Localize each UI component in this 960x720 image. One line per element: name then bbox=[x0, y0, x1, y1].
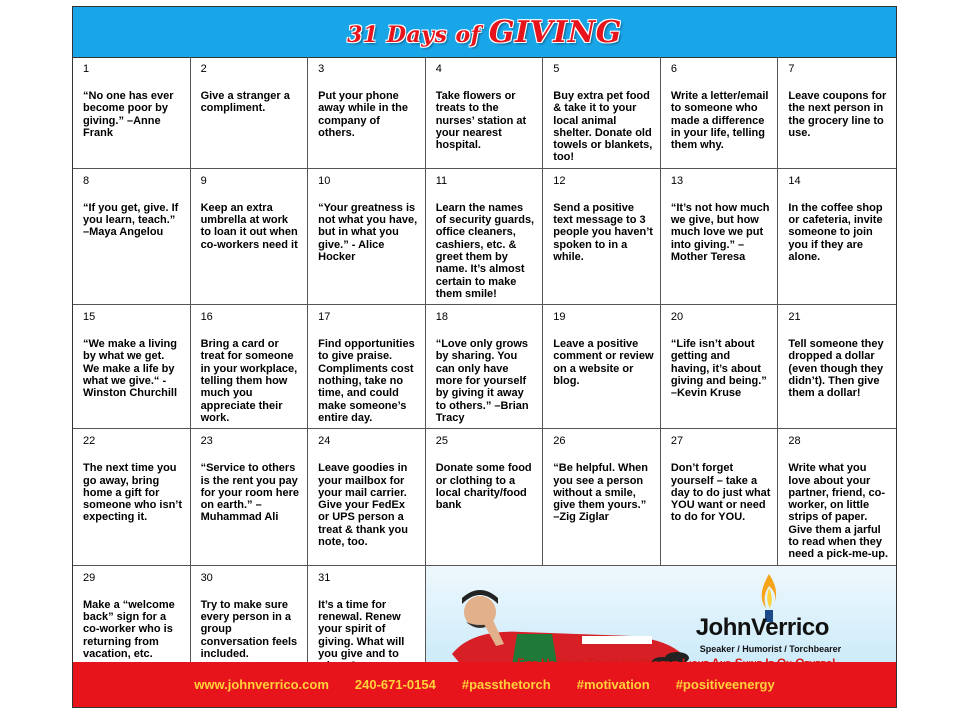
day-cell-19 bbox=[543, 305, 661, 429]
day-cell-5 bbox=[543, 57, 661, 169]
hashtag-positiveenergy: #positiveenergy bbox=[675, 677, 775, 692]
day-suggestion: The next time you go away, bring home a gift for someone who isn’t expecting it. bbox=[83, 462, 183, 524]
day-number: 7 bbox=[788, 63, 795, 75]
day-suggestion: Write a letter/email to someone who made a difference in your life, telling them why. bbox=[670, 90, 769, 152]
day-cell-12 bbox=[543, 169, 661, 305]
day-suggestion: Don’t forget yourself – take a day to do just what YOU want or need to do for YOU. bbox=[670, 462, 771, 524]
day-cell-29 bbox=[73, 566, 191, 678]
day-cell-28 bbox=[778, 429, 896, 565]
day-suggestion: Write what you love about your partner, friend, co-worker, on little strips of paper. Give them a jarful to read when they need a pick-me-up. bbox=[788, 462, 889, 561]
day-cell-1 bbox=[73, 57, 191, 169]
day-cell-24 bbox=[308, 429, 426, 565]
day-number: 6 bbox=[670, 63, 677, 75]
day-number: 11 bbox=[435, 174, 448, 187]
day-cell-22 bbox=[73, 429, 191, 565]
calendar-banner bbox=[73, 7, 896, 58]
day-number: 17 bbox=[318, 311, 331, 324]
day-cell-27 bbox=[661, 429, 779, 565]
day-suggestion: In the coffee shop or cafeteria, invite someone to join you if they are alone. bbox=[788, 201, 883, 263]
day-cell-7 bbox=[778, 57, 896, 169]
day-cell-18 bbox=[426, 305, 544, 429]
day-cell-9 bbox=[191, 169, 309, 305]
day-number: 10 bbox=[318, 174, 331, 187]
day-number: 24 bbox=[318, 435, 331, 448]
day-cell-25 bbox=[426, 429, 544, 565]
day-number: 28 bbox=[788, 435, 801, 448]
day-suggestion: Leave coupons for the next person in the grocery line to use. bbox=[788, 90, 887, 139]
day-number: 14 bbox=[788, 174, 801, 187]
day-suggestion: Put your phone away while in the company of others. bbox=[318, 90, 408, 139]
day-cell-13 bbox=[661, 169, 779, 305]
day-number: 15 bbox=[83, 311, 96, 324]
day-suggestion: Keep an extra umbrella at work to loan it out when co-workers need it bbox=[200, 201, 298, 251]
day-number: 30 bbox=[200, 571, 213, 584]
day-cell-6 bbox=[661, 57, 779, 169]
day-number: 22 bbox=[83, 435, 96, 448]
day-number: 13 bbox=[670, 174, 684, 187]
day-suggestion: Make a “welcome back” sign for a co-worker who is returning from vacation, etc. bbox=[83, 598, 175, 660]
day-suggestion: “It’s not how much we give, but how much love we put into giving.” – Mother Teresa bbox=[670, 201, 770, 263]
day-suggestion: Find opportunities to give praise. Compliments cost nothing, take no time, and could make someone’s entire day. bbox=[318, 338, 415, 424]
day-cell-23 bbox=[191, 429, 309, 565]
logo-tagline: Speaker / Humorist / Torchbearer bbox=[699, 643, 842, 654]
day-number: 19 bbox=[553, 311, 566, 324]
day-suggestion: “No one has ever become poor by giving.” –Anne Frank bbox=[83, 90, 174, 139]
day-suggestion: It’s a time for renewal. Renew your spirit of giving. What will you give and to bbox=[318, 598, 405, 660]
day-cell-2 bbox=[191, 57, 309, 169]
title-giving: GIVING bbox=[488, 14, 622, 50]
calendar-grid bbox=[73, 57, 896, 662]
day-number: 26 bbox=[553, 435, 566, 448]
day-suggestion: “Life isn’t about getting and having, it’s about giving and being.” –Kevin Kruse bbox=[670, 338, 767, 400]
day-cell-14 bbox=[778, 169, 896, 305]
day-number: 18 bbox=[435, 311, 448, 324]
day-number: 8 bbox=[83, 174, 90, 187]
day-suggestion: Learn the names of security guards, office cleaners, cashiers, etc. & greet them by name. It’s almost certain to make them smile! bbox=[435, 201, 535, 300]
day-number: 27 bbox=[670, 435, 684, 448]
day-number: 29 bbox=[83, 571, 96, 584]
logo-name-first: John bbox=[695, 613, 752, 641]
day-suggestion: “Service to others is the rent you pay for your room here on earth.” – Muhammad Ali bbox=[200, 462, 299, 524]
day-cell-15 bbox=[73, 305, 191, 429]
day-suggestion: Send a positive text message to 3 people you haven’t spoken to in a while. bbox=[553, 201, 653, 263]
calendar-title bbox=[347, 15, 622, 50]
day-number: 2 bbox=[200, 63, 207, 75]
footer-bar bbox=[73, 662, 896, 707]
day-number: 20 bbox=[670, 311, 684, 324]
promo-panel bbox=[426, 566, 896, 678]
day-suggestion: “Your greatness is not what you have, but in what you give.” - Alice Hocker bbox=[318, 201, 418, 263]
logo-name bbox=[696, 614, 829, 642]
day-number: 1 bbox=[83, 63, 90, 75]
day-suggestion: “Love only grows by sharing. You can only have more for yourself by giving it away to others.” –Brian Tracy bbox=[435, 338, 529, 424]
day-suggestion: “We make a living by what we get. We make a life by what we give.“ - Winston Churchill bbox=[83, 338, 178, 400]
day-number: 5 bbox=[553, 63, 560, 75]
hashtag-passthetorch: #passthetorch bbox=[461, 677, 551, 692]
title-prefix: 31 Days of bbox=[347, 21, 481, 48]
day-number: 23 bbox=[200, 435, 213, 448]
day-number: 4 bbox=[435, 63, 442, 75]
hashtag-motivation: #motivation bbox=[576, 677, 650, 692]
day-suggestion: Leave goodies in your mailbox for your mail carrier. Give your FedEx or UPS person a treat & thank you note, too. bbox=[318, 462, 408, 549]
day-suggestion: Take flowers or treats to the nurses’ station at your nearest hospital. bbox=[435, 90, 527, 152]
logo-name-last: Verrico bbox=[751, 613, 829, 641]
day-number: 21 bbox=[788, 311, 801, 324]
day-cell-16 bbox=[191, 305, 309, 429]
day-suggestion: Tell someone they dropped a dollar (even though they didn’t). Then give them a dollar! bbox=[788, 338, 884, 400]
day-suggestion: Bring a card or treat for someone in your workplace, telling them how much you appreciate their work. bbox=[200, 338, 298, 424]
day-number: 16 bbox=[200, 311, 213, 324]
website-link[interactable]: www.johnverrico.com bbox=[194, 677, 329, 692]
day-cell-26 bbox=[543, 429, 661, 565]
day-cell-10 bbox=[308, 169, 426, 305]
day-cell-11 bbox=[426, 169, 544, 305]
day-cell-8 bbox=[73, 169, 191, 305]
calendar-sheet bbox=[72, 6, 897, 708]
day-cell-20 bbox=[661, 305, 779, 429]
day-suggestion: “If you get, give. If you learn, teach.” –Maya Angelou bbox=[83, 201, 179, 239]
day-cell-17 bbox=[308, 305, 426, 429]
day-number: 31 bbox=[318, 571, 331, 584]
day-suggestion: Give a stranger a compliment. bbox=[200, 90, 290, 115]
phone-number: 240-671-0154 bbox=[354, 677, 436, 692]
day-suggestion: “Be helpful. When you see a person without a smile, give them yours.” –Zig Ziglar bbox=[553, 462, 649, 524]
day-cell-3 bbox=[308, 57, 426, 169]
john-verrico-logo bbox=[695, 576, 856, 654]
day-number: 12 bbox=[553, 174, 566, 187]
day-number: 9 bbox=[200, 174, 207, 187]
day-suggestion: Buy extra pet food & take it to your local animal shelter. Donate old towels or blankets, too! bbox=[553, 90, 653, 164]
day-number: 25 bbox=[435, 435, 448, 448]
day-cell-4 bbox=[426, 57, 544, 169]
day-cell-30 bbox=[191, 566, 309, 678]
day-cell-21 bbox=[778, 305, 896, 429]
day-number: 3 bbox=[318, 63, 325, 75]
day-suggestion: Donate some food or clothing to a local charity/food bank bbox=[435, 462, 532, 512]
day-suggestion: Try to make sure every person in a group conversation feels included. bbox=[200, 598, 298, 660]
day-suggestion: Leave a positive comment or review on a website or blog. bbox=[553, 338, 654, 388]
day-cell-31 bbox=[308, 566, 426, 678]
